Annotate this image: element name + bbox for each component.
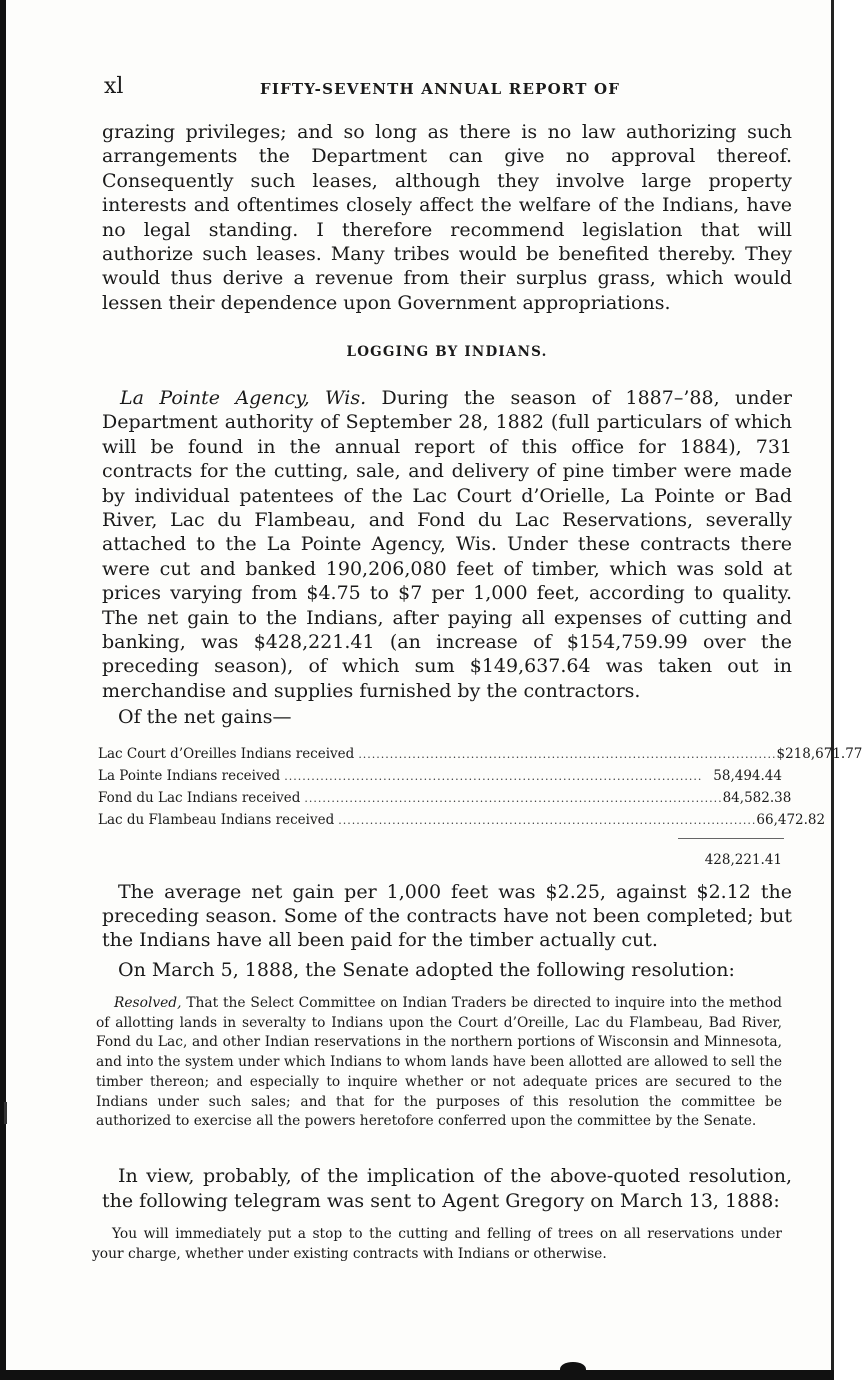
row-amount: 58,494.44 xyxy=(713,768,782,784)
gains-intro: Of the net gains— xyxy=(118,706,292,728)
running-head: FIFTY-SEVENTH ANNUAL REPORT OF xyxy=(260,80,621,98)
row-label: Fond du Lac Indians received xyxy=(98,790,301,806)
table-row xyxy=(98,790,792,812)
paragraph-logging-text: During the season of 1887–’88, under Department authority of September 28, 1882 (full particulars of which will be found in the annual report of this office for 1884), 731 contracts for the cutting, sale, and delivery of pine timber were made by individual patentees of the Lac Court d’Orielle, La Pointe or Bad River, Lac du Flambeau, and Fond du Lac Reservations, severally attached to the La Pointe Agency, Wis. Under these contracts there were cut and banked 190,206,080 feet of timber, which was sold at prices varying from $4.75 to $7 per 1,000 feet, according to quality. The net gain to the Indians, after paying all expenses of cutting and banking, was $428,221.41 (an increase of $154,759.99 over the preceding season), of which sum $149,637.64 was taken out in merchandise and supplies furnished by the contractors. xyxy=(102,387,792,702)
paragraph-grazing: grazing privileges; and so long as there is no law authorizing such arrangements the Department can give no approval thereof. Consequently such leases, although they involve large property interests and oftentimes closely affect the welfare of the Indians, have no legal standing. I therefore recommend legislation that will authorize such leases. Many tribes would be benefited thereby. They would thus derive a revenue from their surplus grass, which would lessen their dependence upon Government appropriations. xyxy=(102,121,792,314)
page-number: xl xyxy=(104,74,124,99)
row-amount: $218,671.77 xyxy=(776,746,862,762)
paragraph-logging xyxy=(102,386,792,703)
page-edge-left xyxy=(0,0,6,1380)
gains-table xyxy=(98,746,862,834)
total-rule xyxy=(678,838,784,839)
page-edge-right xyxy=(831,0,834,1380)
paragraph-view: In view, probably, of the implication of the above-quoted resolution, the following telegram was sent to Agent Gregory on March 13, 1888: xyxy=(102,1165,792,1212)
row-label: Lac Court d’Oreilles Indians received xyxy=(98,746,355,762)
page-edge-bottom xyxy=(0,1370,834,1380)
section-title: LOGGING BY INDIANS. xyxy=(346,344,548,360)
paragraph-average: The average net gain per 1,000 feet was $2.25, against $2.12 the preceding season. Some of the contracts have not been completed; but the Indians have all been paid for the timber actually cut. xyxy=(102,881,792,951)
row-label: Lac du Flambeau Indians received xyxy=(98,812,335,828)
scan-artifact xyxy=(560,1362,586,1376)
margin-mark xyxy=(4,1102,7,1124)
resolution-body: That the Select Committee on Indian Traders be directed to inquire into the method of allotting lands in severalty to Indians upon the Court d’Oreille, Lac du Flambeau, Bad River, Fond du Lac, and other Indian reservations in the northern portions of Wisconsin and Minnesota, and into the system under which Indians to whom lands have been allotted are allowed to sell the timber thereon; and especially to inquire whether or not adequate prices are secured to the Indians under such sales; and that for the purposes of this resolution the committee be authorized to exercise all the powers heretofore conferred upon the committee by the Senate. xyxy=(96,995,782,1130)
resolved-lead: Resolved, xyxy=(114,995,182,1011)
leader-dots: ............................................................................................. xyxy=(338,814,757,827)
table-row xyxy=(98,746,862,768)
table-row xyxy=(98,768,782,790)
table-row xyxy=(98,812,826,834)
leader-dots: ............................................................................................. xyxy=(304,792,723,805)
telegram-text: You will immediately put a stop to the cutting and felling of trees on all reservations under your charge, whether under existing contracts with Indians or otherwise. xyxy=(92,1226,782,1262)
resolution-text xyxy=(96,994,782,1132)
table-total: 428,221.41 xyxy=(704,852,782,868)
leader-dots: ............................................................................................. xyxy=(358,748,777,761)
agency-name: La Pointe Agency, Wis. xyxy=(120,387,367,409)
row-amount: 84,582.38 xyxy=(722,790,792,806)
page-header xyxy=(104,74,784,102)
paragraph-senate: On March 5, 1888, the Senate adopted the following resolution: xyxy=(118,959,735,981)
leader-dots: ............................................................................................. xyxy=(284,770,703,783)
row-amount: 66,472.82 xyxy=(756,812,826,828)
row-label: La Pointe Indians received xyxy=(98,768,281,784)
